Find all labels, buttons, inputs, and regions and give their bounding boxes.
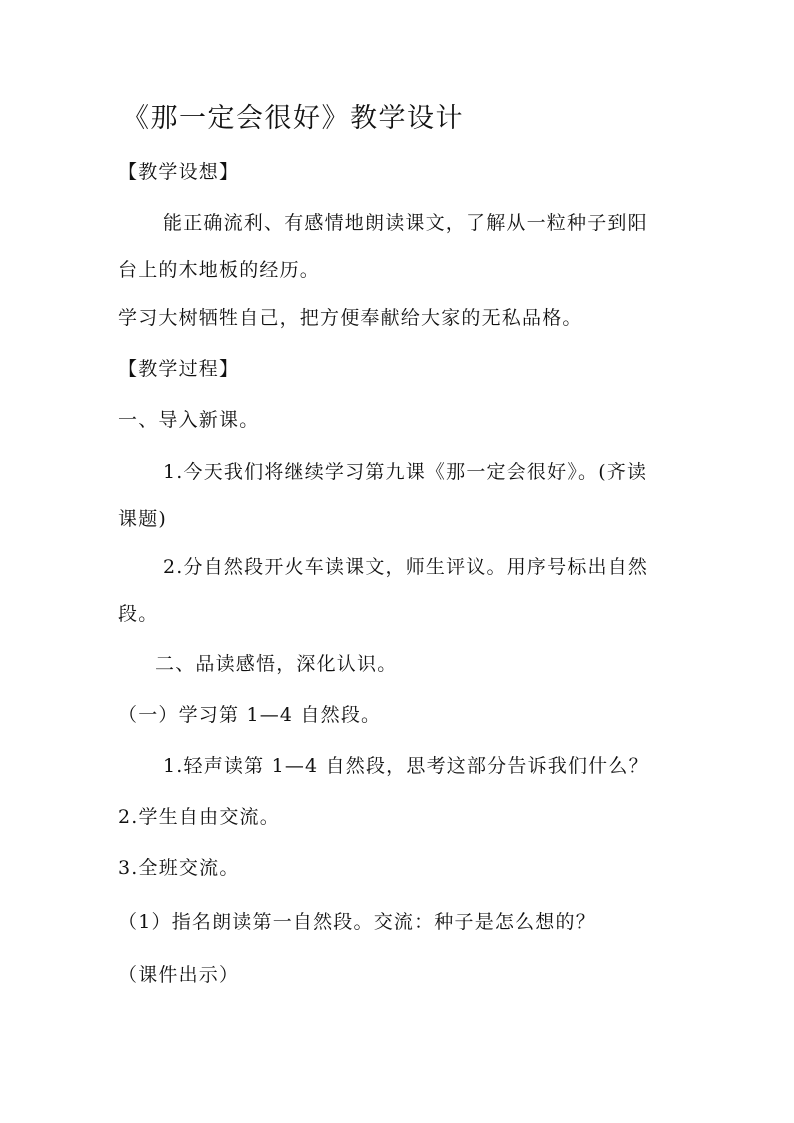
subsection-1-item-3: 3.全班交流。	[118, 857, 240, 879]
part-1-item-2-line-1: 2.分自然段开火车读课文，师生评议。用序号标出自然	[163, 556, 649, 578]
subsection-1-item-3-1: （1）指名朗读第一自然段。交流：种子是怎么想的？	[118, 911, 596, 933]
process-heading: 【教学过程】	[118, 358, 240, 380]
concept-paragraph-line-2: 台上的木地板的经历。	[118, 259, 321, 281]
part-1-item-2-line-2: 段。	[118, 603, 159, 625]
subsection-1-item-3-1-note: （课件出示）	[118, 964, 240, 986]
part-1-heading: 一、导入新课。	[118, 409, 260, 431]
document-title: 《那一定会很好》教学设计	[122, 103, 464, 134]
concept-paragraph-line-1: 能正确流利、有感情地朗读课文，了解从一粒种子到阳	[163, 212, 648, 234]
subsection-1-item-2: 2.学生自由交流。	[118, 806, 280, 828]
subsection-1-item-1: 1.轻声读第 1—4 自然段，思考这部分告诉我们什么？	[163, 755, 649, 777]
part-1-item-1-line-1: 1.今天我们将继续学习第九课《那一定会很好》。(齐读	[163, 461, 648, 483]
concept-paragraph-2: 学习大树牺牲自己，把方便奉献给大家的无私品格。	[118, 307, 583, 329]
concept-heading: 【教学设想】	[118, 161, 240, 183]
subsection-1-heading: （一）学习第 1—4 自然段。	[118, 704, 382, 726]
part-1-item-1-line-2: 课题)	[118, 508, 168, 530]
part-2-heading: 二、品读感悟，深化认识。	[155, 653, 398, 675]
